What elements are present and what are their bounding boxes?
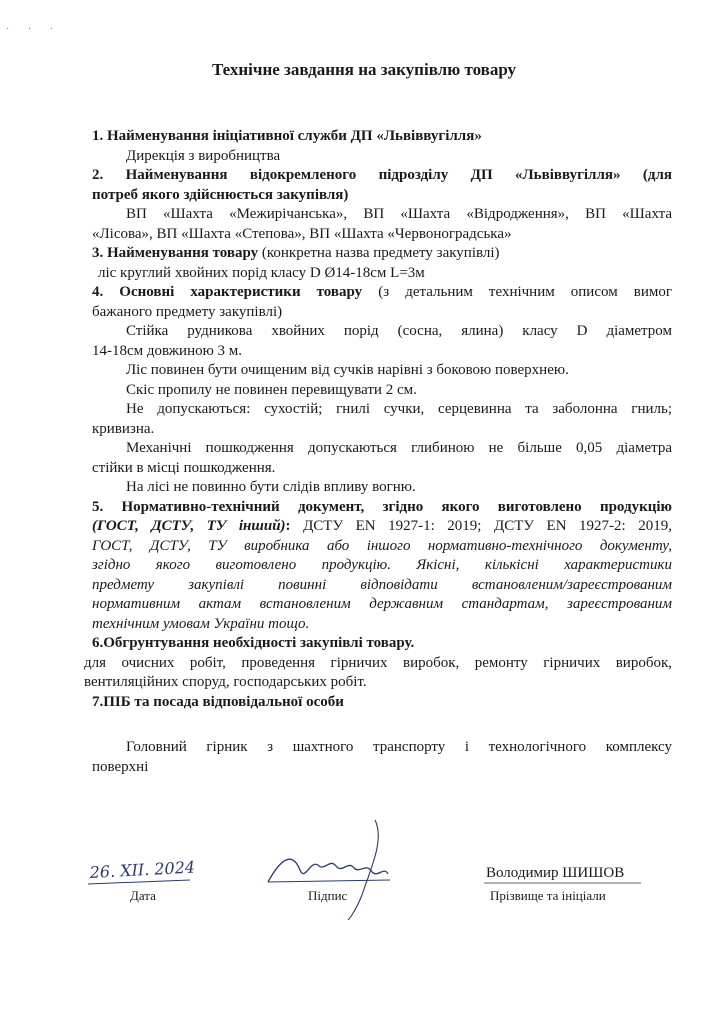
section-4-heading-line2: бажаного предмету закупівлі) [92,303,283,320]
date-label: Дата [130,888,156,903]
signer-name: Володимир ШИШОВ [486,865,625,881]
document-title: Технічне завдання на закупівлю товару [211,60,517,79]
section-5-line5: предмету закупівлі повинні відповідати встановленим/зареєстрованим [92,576,672,593]
signature-label: Підпис [308,888,348,903]
section-2-heading-line1: 2. Найменування відокремленого підрозділу ДП «Львіввугілля» (для [92,167,672,183]
section-4-p5-line2: стійки в місці пошкодження. [92,459,276,476]
section-6-line1: для очисних робіт, проведення гірничих виробок, ремонту гірничих виробок, [84,654,672,671]
section-5-line7: технічним умовам України тощо. [92,615,310,632]
name-label: Прізвище та ініціали [490,888,606,903]
signature-flourish [348,820,378,920]
section-2-body-line2: «Лісова», ВП «Шахта «Степова», ВП «Шахта «Червоноградська» [92,225,512,242]
scan-marks: · · · [6,24,61,35]
signature-area [0,800,728,920]
section-4-heading-rest: (з детальним технічним описом вимог [362,284,672,300]
section-4-p1-line1: Стійка рудникова хвойних порід (сосна, ялина) класу D діаметром [126,323,672,339]
section-3-body: ліс круглий хвойних порід класу D Ø14-18см L=3м [98,264,425,281]
section-5-colon: : [285,518,291,534]
section-5-line6: нормативним актам встановленим державним стандартам, зареєстрованим [92,596,672,612]
date-handwritten: 26. XII. 2024 [89,857,196,882]
section-7-line2: поверхні [92,758,149,775]
section-4-p1-line2: 14-18см довжиною 3 м. [92,342,243,359]
section-5-line4: згідно якого виготовлено продукцію. Якісні, кількісні характеристики [92,557,672,573]
spacer [92,712,672,738]
signature-underline [268,880,390,882]
section-2-body-line1: ВП «Шахта «Межирічанська», ВП «Шахта «Відродження», ВП «Шахта [126,206,672,222]
document-body [84,127,672,777]
signature-graphics [0,800,728,920]
section-3-heading-bold: 3. Найменування товару [92,245,259,261]
section-4-p5-line1: Механічні пошкодження допускаються глибиною не більше 0,05 діаметра [126,440,672,456]
section-7-line1: Головний гірник з шахтного транспорту і технологічного комплексу [126,739,672,755]
section-4-p4-line1: Не допускаються: сухостій; гнилі сучки, серцевинна та заболонна гниль; [126,401,672,417]
section-1-heading: 1. Найменування ініціативної служби ДП «Львіввугілля» [92,128,482,144]
section-5-line2 [92,517,672,537]
section-4-p3: Скіс пропилу не повинен перевищувати 2 см. [126,381,417,398]
section-2-heading-line2: потреб якого здійснюється закупівля) [92,186,349,203]
section-4-p2: Ліс повинен бути очищеним від сучків нарівні з боковою поверхнею. [126,362,569,378]
section-5-line3: ГОСТ, ДСТУ, ТУ виробника або іншого нормативно-технічного документу, [92,537,672,554]
section-4-heading-line1 [92,283,672,303]
section-5-standards-list: ДСТУ EN 1927-1: 2019; ДСТУ EN 1927-2: 2019, [290,518,672,534]
section-5-line1: 5. Нормативно-технічний документ, згідно якого виготовлено продукцію [92,498,672,515]
section-4-heading-bold: 4. Основні характеристики товару [92,284,363,300]
section-7-heading: 7.ПІБ та посада відповідальної особи [92,693,344,710]
section-5-standards-italic: (ГОСТ, ДСТУ, ТУ інший) [92,518,286,534]
section-6-line2: вентиляційних споруд, господарських робіт. [84,674,367,690]
section-3-heading-rest: (конкретна назва предмету закупівлі) [258,245,500,261]
section-4-p6: На лісі не повинно бути слідів впливу вогню. [126,479,416,495]
section-6-heading: 6.Обгрунтування необхідності закупівлі товару. [92,635,415,651]
section-3-heading [92,244,672,264]
section-4-p4-line2: кривизна. [92,420,155,437]
section-1-body: Дирекція з виробництва [126,147,281,164]
